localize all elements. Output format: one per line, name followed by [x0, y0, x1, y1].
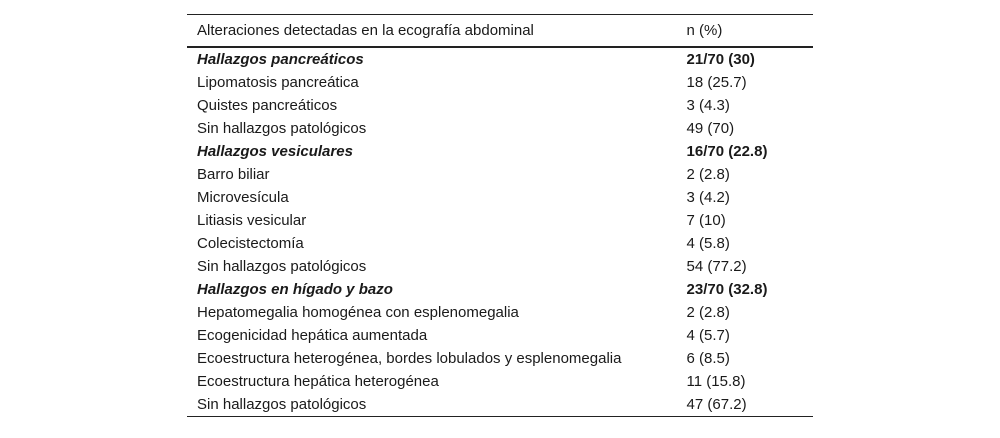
finding-label: Ecogenicidad hepática aumentada	[197, 327, 428, 344]
finding-label: Litiasis vesicular	[197, 212, 307, 229]
finding-label: Lipomatosis pancreática	[197, 74, 359, 91]
table-body	[187, 47, 813, 417]
finding-value: 54 (77.2)	[686, 258, 747, 275]
group-label: Hallazgos vesiculares	[197, 143, 353, 160]
finding-label: Barro biliar	[197, 166, 270, 183]
group-value: 23/70 (32.8)	[686, 281, 768, 298]
table-row	[187, 301, 813, 324]
table-header	[187, 15, 813, 48]
finding-value: 2 (2.8)	[686, 304, 730, 321]
finding-value: 6 (8.5)	[686, 350, 730, 367]
finding-value: 3 (4.2)	[686, 189, 730, 206]
table-row	[187, 393, 813, 417]
table-row	[187, 370, 813, 393]
finding-value: 18 (25.7)	[686, 74, 747, 91]
table-row	[187, 186, 813, 209]
header-n-percent: n (%)	[679, 15, 813, 48]
table-row	[187, 94, 813, 117]
header-row	[187, 15, 813, 48]
finding-label: Ecoestructura heterogénea, bordes lobulados y esplenomegalia	[197, 350, 622, 367]
table-row	[187, 255, 813, 278]
table-group-row	[187, 278, 813, 301]
finding-value: 11 (15.8)	[686, 373, 746, 390]
table-row	[187, 209, 813, 232]
finding-value: 2 (2.8)	[686, 166, 730, 183]
finding-label: Quistes pancreáticos	[197, 97, 338, 114]
finding-label: Sin hallazgos patológicos	[197, 120, 367, 137]
table-row	[187, 117, 813, 140]
table-group-row	[187, 47, 813, 71]
group-label: Hallazgos pancreáticos	[197, 51, 364, 68]
finding-label: Colecistectomía	[197, 235, 304, 252]
group-value: 21/70 (30)	[686, 51, 755, 68]
table-row	[187, 71, 813, 94]
finding-value: 3 (4.3)	[686, 97, 730, 114]
finding-value: 4 (5.7)	[686, 327, 730, 344]
header-findings: Alteraciones detectadas en la ecografía abdominal	[187, 15, 679, 48]
group-label: Hallazgos en hígado y bazo	[197, 281, 393, 298]
finding-value: 4 (5.8)	[686, 235, 730, 252]
finding-value: 47 (67.2)	[679, 393, 813, 417]
finding-label: Ecoestructura hepática heterogénea	[197, 373, 439, 390]
table-row	[187, 163, 813, 186]
table-group-row	[187, 140, 813, 163]
ultrasound-findings-table	[187, 14, 813, 417]
table-row	[187, 324, 813, 347]
finding-label: Sin hallazgos patológicos	[197, 258, 367, 275]
finding-label: Microvesícula	[197, 189, 289, 206]
group-value: 16/70 (22.8)	[686, 143, 768, 160]
finding-label: Hepatomegalia homogénea con esplenomegalia	[197, 304, 519, 321]
table-row	[187, 232, 813, 255]
finding-value: 7 (10)	[686, 212, 726, 229]
finding-label: Sin hallazgos patológicos	[187, 393, 679, 417]
table-row	[187, 347, 813, 370]
finding-value: 49 (70)	[686, 120, 735, 137]
results-table-container	[187, 14, 813, 417]
